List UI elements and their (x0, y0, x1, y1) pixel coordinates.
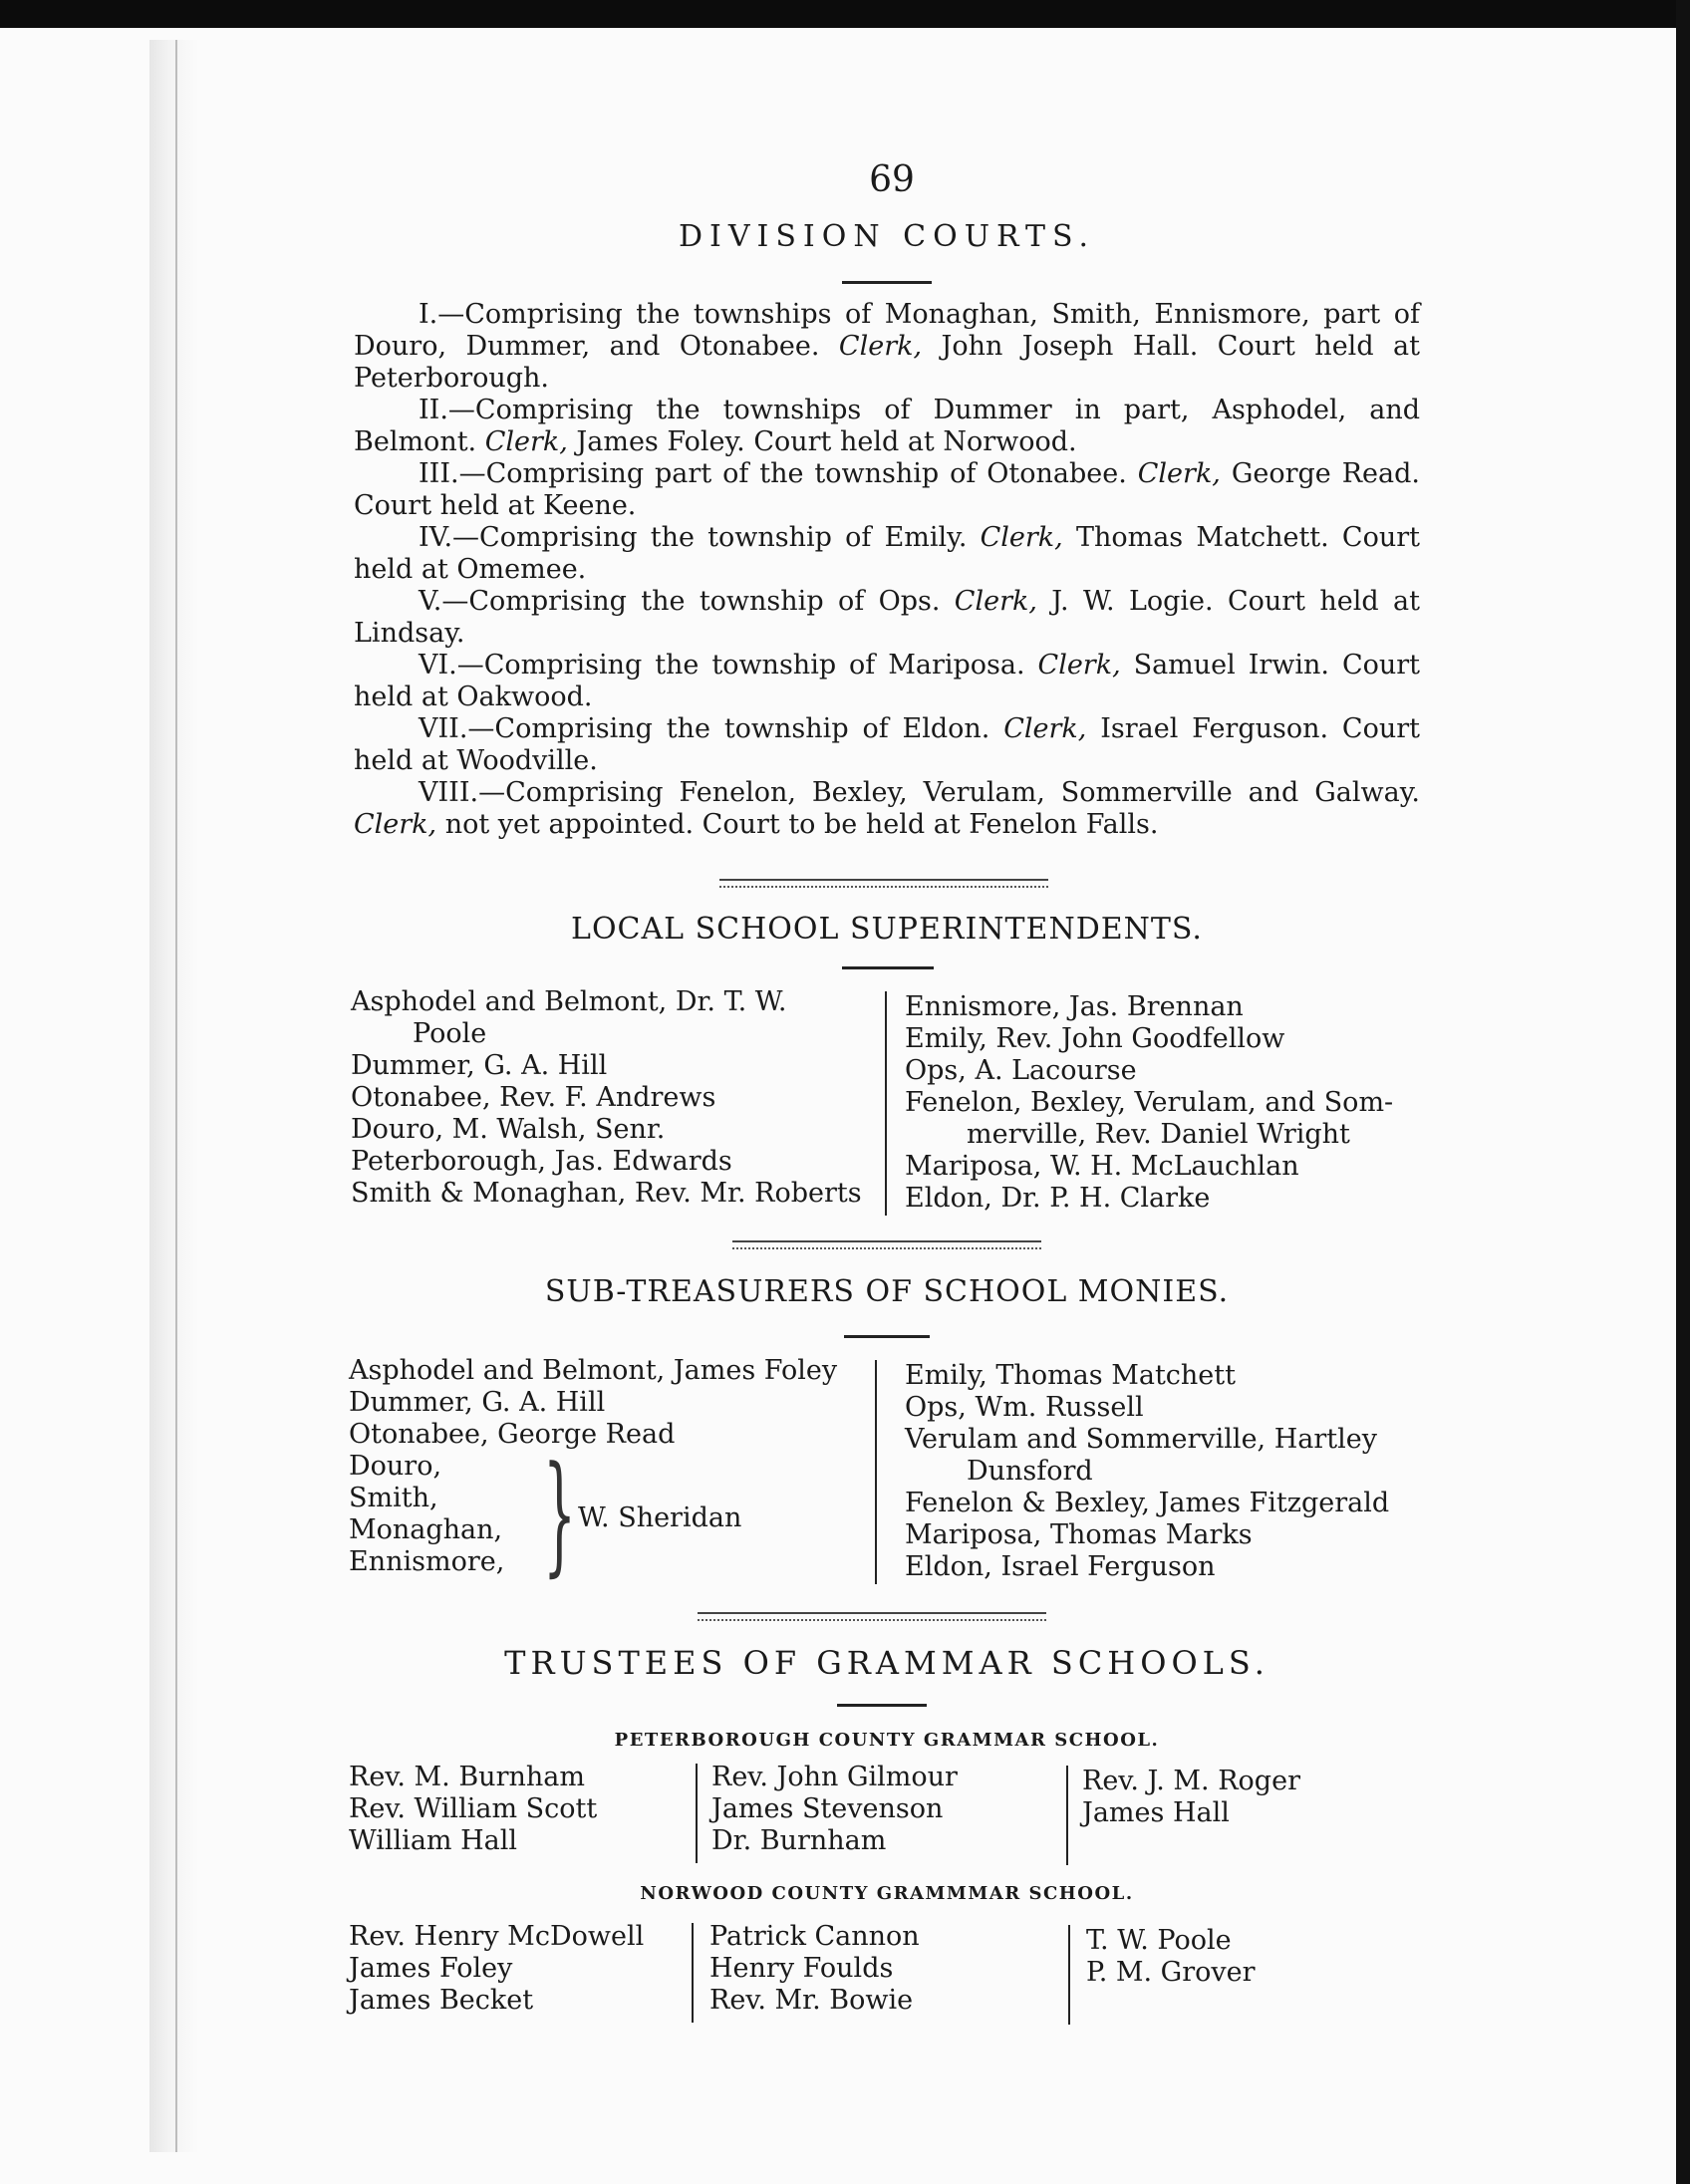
list-item: Mariposa, W. H. McLauchlan (905, 1151, 1299, 1182)
superintendents-left-column (351, 986, 862, 1210)
list-item: Rev. Mr. Bowie (709, 1985, 914, 2016)
peterborough-col-3 (1082, 1766, 1300, 1829)
list-item: Asphodel and Belmont, James Foley (349, 1355, 838, 1386)
court-entry: V.—Comprising the township of Ops. Clerk, J. W. Logie. Court held at Lindsay. (354, 586, 1420, 649)
trustees-heading: TRUSTEES OF GRAMMAR SCHOOLS. (504, 1644, 1269, 1682)
peterborough-col-1 (349, 1762, 597, 1857)
list-item: James Stevenson (711, 1793, 944, 1824)
peterborough-school-title: PETERBOROUGH COUNTY GRAMMAR SCHOOL. (614, 1730, 1160, 1751)
list-item: Rev. J. M. Roger (1082, 1766, 1300, 1796)
list-item: Henry Foulds (709, 1953, 894, 1984)
list-item: Emily, Rev. John Goodfellow (905, 1023, 1285, 1054)
list-item: Dunsford (967, 1456, 1093, 1487)
list-item: Emily, Thomas Matchett (905, 1360, 1236, 1391)
list-item: Smith & Monaghan, Rev. Mr. Roberts (351, 1178, 862, 1209)
peterborough-col-2 (711, 1762, 958, 1857)
scan-right-border (1676, 0, 1690, 2184)
local-superintendents-heading: LOCAL SCHOOL SUPERINTENDENTS. (571, 912, 1203, 947)
list-item: Eldon, Dr. P. H. Clarke (905, 1183, 1211, 1214)
list-item: Ennismore, Jas. Brennan (905, 991, 1244, 1022)
court-entry: III.—Comprising part of the township of Otonabee. Clerk, George Read. Court held at Keene. (354, 458, 1420, 521)
list-item: Dr. Burnham (711, 1825, 887, 1856)
page-number: 69 (869, 159, 915, 200)
list-item: Ops, Wm. Russell (905, 1392, 1144, 1423)
list-item: Fenelon & Bexley, James Fitzgerald (905, 1488, 1390, 1518)
scan-top-border (0, 0, 1690, 28)
list-item: Otonabee, Rev. F. Andrews (351, 1082, 716, 1113)
list-item: James Foley (349, 1953, 513, 1984)
norwood-col-2 (709, 1921, 920, 2017)
list-item: Ops, A. Lacourse (905, 1055, 1137, 1086)
heading-rule (842, 966, 934, 969)
column-divider (1068, 1925, 1070, 2025)
list-item: Otonabee, George Read (349, 1419, 676, 1450)
list-item: Fenelon, Bexley, Verulam, and Som- (905, 1087, 1394, 1118)
section-divider (719, 879, 1048, 888)
grouped-name: W. Sheridan (578, 1502, 742, 1533)
list-item: Patrick Cannon (709, 1921, 920, 1952)
list-item: Verulam and Sommerville, Hartley (905, 1424, 1377, 1455)
list-item: Asphodel and Belmont, Dr. T. W. (351, 986, 787, 1017)
list-item: Rev. John Gilmour (711, 1762, 958, 1792)
court-entry: IV.—Comprising the township of Emily. Clerk, Thomas Matchett. Court held at Omemee. (354, 522, 1420, 585)
list-item: Rev. Henry McDowell (349, 1921, 645, 1952)
court-entry: VI.—Comprising the township of Mariposa. Clerk, Samuel Irwin. Court held at Oakwood. (354, 650, 1421, 712)
superintendents-right-column (905, 991, 1393, 1215)
sub-treasurers-heading: SUB-TREASURERS OF SCHOOL MONIES. (544, 1274, 1230, 1309)
list-item: Poole (413, 1018, 487, 1049)
norwood-school-title: NORWOOD COUNTY GRAMMMAR SCHOOL. (640, 1883, 1134, 1904)
list-item: Mariposa, Thomas Marks (905, 1519, 1253, 1550)
division-courts-list (354, 299, 1420, 841)
column-divider (1066, 1766, 1068, 1865)
column-divider (696, 1764, 698, 1863)
list-item: Dummer, G. A. Hill (349, 1387, 606, 1418)
list-item: Rev. M. Burnham (349, 1762, 585, 1792)
binding-shadow (149, 40, 199, 2152)
section-divider (698, 1612, 1046, 1621)
list-item: James Becket (349, 1985, 534, 2016)
list-item: James Hall (1082, 1797, 1230, 1828)
norwood-col-1 (349, 1921, 644, 2017)
column-divider (692, 1923, 694, 2023)
list-item: Peterborough, Jas. Edwards (351, 1146, 732, 1177)
grouped-item: Douro, (349, 1451, 442, 1482)
court-entry: VII.—Comprising the township of Eldon. Clerk, Israel Ferguson. Court held at Woodville. (354, 713, 1420, 776)
division-courts-heading: DIVISION COURTS. (678, 219, 1096, 254)
norwood-col-3 (1086, 1925, 1256, 1989)
heading-rule (842, 281, 932, 284)
list-item: Rev. William Scott (349, 1793, 598, 1824)
heading-rule (844, 1335, 930, 1338)
list-item: Douro, M. Walsh, Senr. (351, 1114, 666, 1145)
court-entry: II.—Comprising the townships of Dummer in part, Asphodel, and Belmont. Clerk, James Foley. Court held at Norwood. (354, 395, 1420, 457)
treasurers-right-column (905, 1360, 1389, 1583)
court-entry: VIII.—Comprising Fenelon, Bexley, Verulam, Sommerville and Galway. Clerk, not yet appointed. Court to be held at Fenelon Falls. (354, 777, 1420, 840)
list-item: Eldon, Israel Ferguson (905, 1551, 1216, 1582)
column-divider (875, 1360, 877, 1584)
list-item: Dummer, G. A. Hill (351, 1050, 608, 1081)
list-item: William Hall (349, 1825, 518, 1856)
grouped-item: Monaghan, (349, 1514, 503, 1545)
court-entry: I.—Comprising the townships of Monaghan, Smith, Ennismore, part of Douro, Dummer, and Otonabee. Clerk, John Joseph Hall. Court held at Peterborough. (354, 299, 1420, 394)
list-item: T. W. Poole (1086, 1925, 1232, 1956)
list-item: merville, Rev. Daniel Wright (967, 1119, 1350, 1150)
brace-symbol: } (543, 1438, 577, 1589)
grouped-item: Ennismore, (349, 1546, 505, 1577)
section-divider (732, 1240, 1041, 1249)
treasurers-left-column (349, 1355, 838, 1589)
list-item: P. M. Grover (1086, 1957, 1256, 1988)
binding-line (175, 40, 177, 2152)
grouped-item: Smith, (349, 1483, 438, 1513)
column-divider (885, 991, 887, 1216)
heading-rule (837, 1704, 927, 1707)
